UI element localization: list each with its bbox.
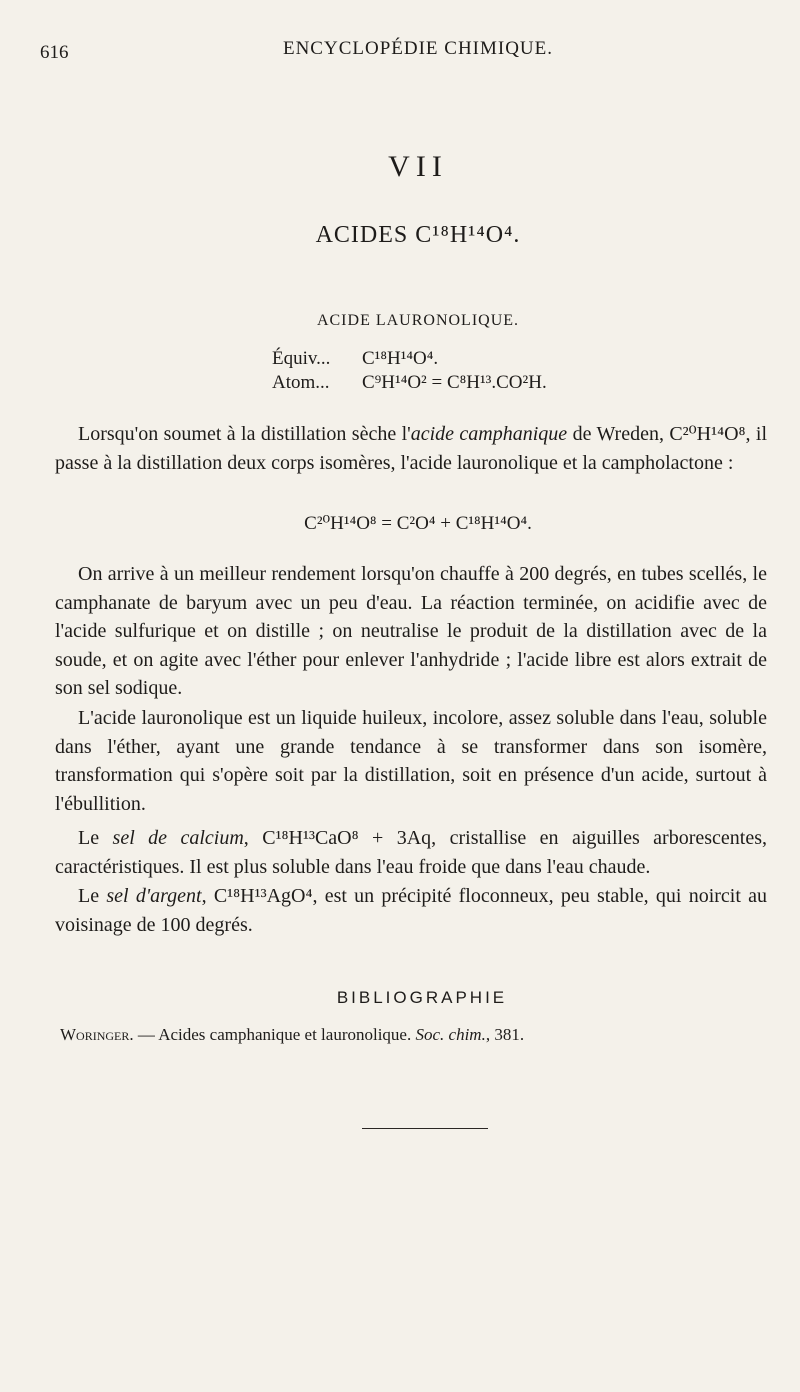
formula-label: Équiv... (272, 348, 331, 369)
chapter-title (0, 222, 800, 249)
formula-atom (272, 372, 547, 394)
paragraph-5-start: Le (78, 885, 107, 907)
paragraph-1-rest: C²⁰H¹⁴O⁸, il passe à la distillation deux corps isomères, l'acide lauronolique et la campholactone : (55, 423, 767, 474)
chapter-number: VII (388, 150, 448, 183)
formula-label: Atom... (272, 372, 330, 393)
formula-value: C¹⁸H¹⁴O⁴. (362, 348, 439, 369)
paragraph-5-rest: , C¹⁸H¹³AgO⁴, est un précipité floconneux, peu stable, qui noircit au voisinage de 100 degrés. (55, 885, 768, 936)
bibliography-text: . — Acides camphanique et lauronolique. (129, 1025, 416, 1044)
paragraph-2: On arrive à un meilleur rendement lorsqu'on chauffe à 200 degrés, en tubes scellés, le camphanate de baryum avec un peu d'eau. La réaction terminée, on acidifie avec de l'acide sulfurique et on distille ; on neutralise le produit de la distillation avec de la soude, et on agite avec l'éther pour enlever l'anhydride ; l'acide libre est alors extrait de son sel sodique. (55, 563, 767, 699)
paragraph-4-italic: sel de calcium (112, 827, 244, 849)
chapter-title-formula: C¹⁸H¹⁴O⁴. (415, 222, 521, 248)
formula-equiv (272, 348, 438, 370)
bibliography-author: Woringer (60, 1025, 130, 1044)
bibliography-heading: BIBLIOGRAPHIE (336, 988, 508, 1007)
section-title: ACIDE LAURONOLIQUE. (316, 312, 520, 329)
chapter-title-prefix: ACIDES (315, 222, 409, 248)
closing-rule (362, 1128, 488, 1129)
paragraph-4-rest: , C¹⁸H¹³CaO⁸ + 3Aq, cristallise en aiguilles arborescentes, caractéristiques. Il est plus soluble dans l'eau froide que dans l'eau chaude. (55, 827, 768, 878)
paragraph-4 (55, 824, 767, 881)
paragraph-5 (55, 882, 767, 939)
bibliography-page: , 381. (485, 1025, 525, 1044)
running-head: ENCYCLOPÉDIE CHIMIQUE. (282, 38, 554, 59)
formula-value: C⁹H¹⁴O² = C⁸H¹³.CO²H. (362, 372, 547, 393)
paragraph-3: L'acide lauronolique est un liquide huileux, incolore, assez soluble dans l'eau, soluble dans l'éther, ayant une grande tendance à se transformer dans son isomère, transformation qui s'opère soit par la distillation, soit en présence d'un acide, surtout à l'ébullition. (55, 707, 767, 815)
page-number: 616 (40, 42, 69, 63)
bibliography-entry (60, 1025, 524, 1045)
equation: C²⁰H¹⁴O⁸ = C²O⁴ + C¹⁸H¹⁴O⁴. (304, 513, 532, 534)
paragraph-1-start: Lorsqu'on soumet à la distillation sèche l' (78, 423, 411, 445)
paragraph-4-start: Le (78, 827, 113, 849)
paragraph-1 (55, 420, 767, 477)
paragraph-1-line-end: de Wreden, (567, 423, 664, 445)
bibliography-journal: Soc. chim. (415, 1025, 486, 1044)
paragraph-1-italic: acide camphanique (410, 423, 568, 445)
paragraph-5-italic: sel d'argent (106, 885, 202, 907)
